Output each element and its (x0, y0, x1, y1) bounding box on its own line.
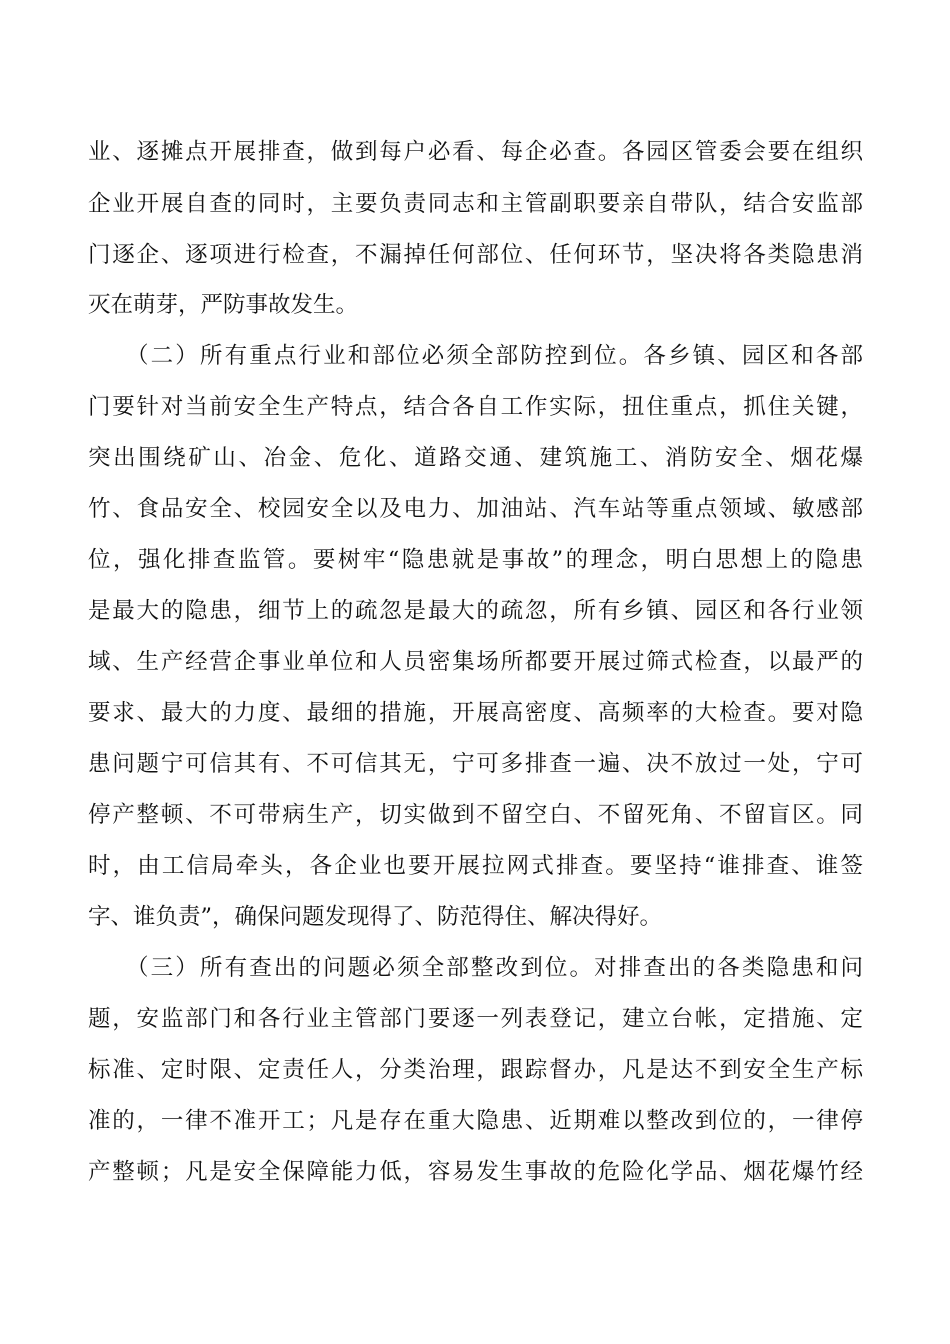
text-line: 是最大的隐患，细节上的疏忽是最大的疏忽，所有乡镇、园区和各行业领 (88, 598, 863, 624)
text-line: 准的，一律不准开工；凡是存在重大隐患、近期难以整改到位的，一律停 (88, 1108, 863, 1134)
text-line: 字、谁负责”，确保问题发现得了、防范得住、解决得好。 (88, 904, 663, 930)
text-line: 域、生产经营企事业单位和人员密集场所都要开展过筛式检查，以最严的 (88, 649, 863, 675)
text-line: 突出围绕矿山、冶金、危化、道路交通、建筑施工、消防安全、烟花爆 (88, 445, 863, 471)
text-line: 产整顿；凡是安全保障能力低，容易发生事故的危险化学品、烟花爆竹经 (88, 1159, 863, 1185)
text-line: 时，由工信局牵头，各企业也要开展拉网式排查。要坚持“谁排查、谁签 (88, 853, 863, 879)
text-line: 门逐企、逐项进行检查，不漏掉任何部位、任何环节，坚决将各类隐患消 (88, 242, 863, 268)
text-line: 业、逐摊点开展排查，做到每户必看、每企必查。各园区管委会要在组织 (88, 139, 863, 165)
paragraph-heading-line: （三）所有查出的问题必须全部整改到位。对排查出的各类隐患和问 (88, 955, 863, 981)
text-line: 竹、食品安全、校园安全以及电力、加油站、汽车站等重点领域、敏感部 (88, 496, 863, 522)
text-line: 题，安监部门和各行业主管部门要逐一列表登记，建立台帐，定措施、定 (88, 1006, 863, 1032)
text-line: 患问题宁可信其有、不可信其无，宁可多排查一遍、决不放过一处，宁可 (88, 751, 863, 777)
text-line: 标准、定时限、定责任人，分类治理，跟踪督办，凡是达不到安全生产标 (88, 1057, 863, 1083)
text-line: 门要针对当前安全生产特点，结合各自工作实际，扭住重点，抓住关键， (88, 394, 863, 420)
paragraph-heading-line: （二）所有重点行业和部位必须全部防控到位。各乡镇、园区和各部 (88, 343, 863, 369)
text-line: 停产整顿、不可带病生产，切实做到不留空白、不留死角、不留盲区。同 (88, 802, 863, 828)
text-line: 位，强化排查监管。要树牢“隐患就是事故”的理念，明白思想上的隐患 (88, 547, 863, 573)
text-line: 灭在萌芽，严防事故发生。 (88, 292, 359, 318)
text-line: 企业开展自查的同时，主要负责同志和主管副职要亲自带队，结合安监部 (88, 191, 863, 217)
text-line: 要求、最大的力度、最细的措施，开展高密度、高频率的大检查。要对隐 (88, 700, 863, 726)
